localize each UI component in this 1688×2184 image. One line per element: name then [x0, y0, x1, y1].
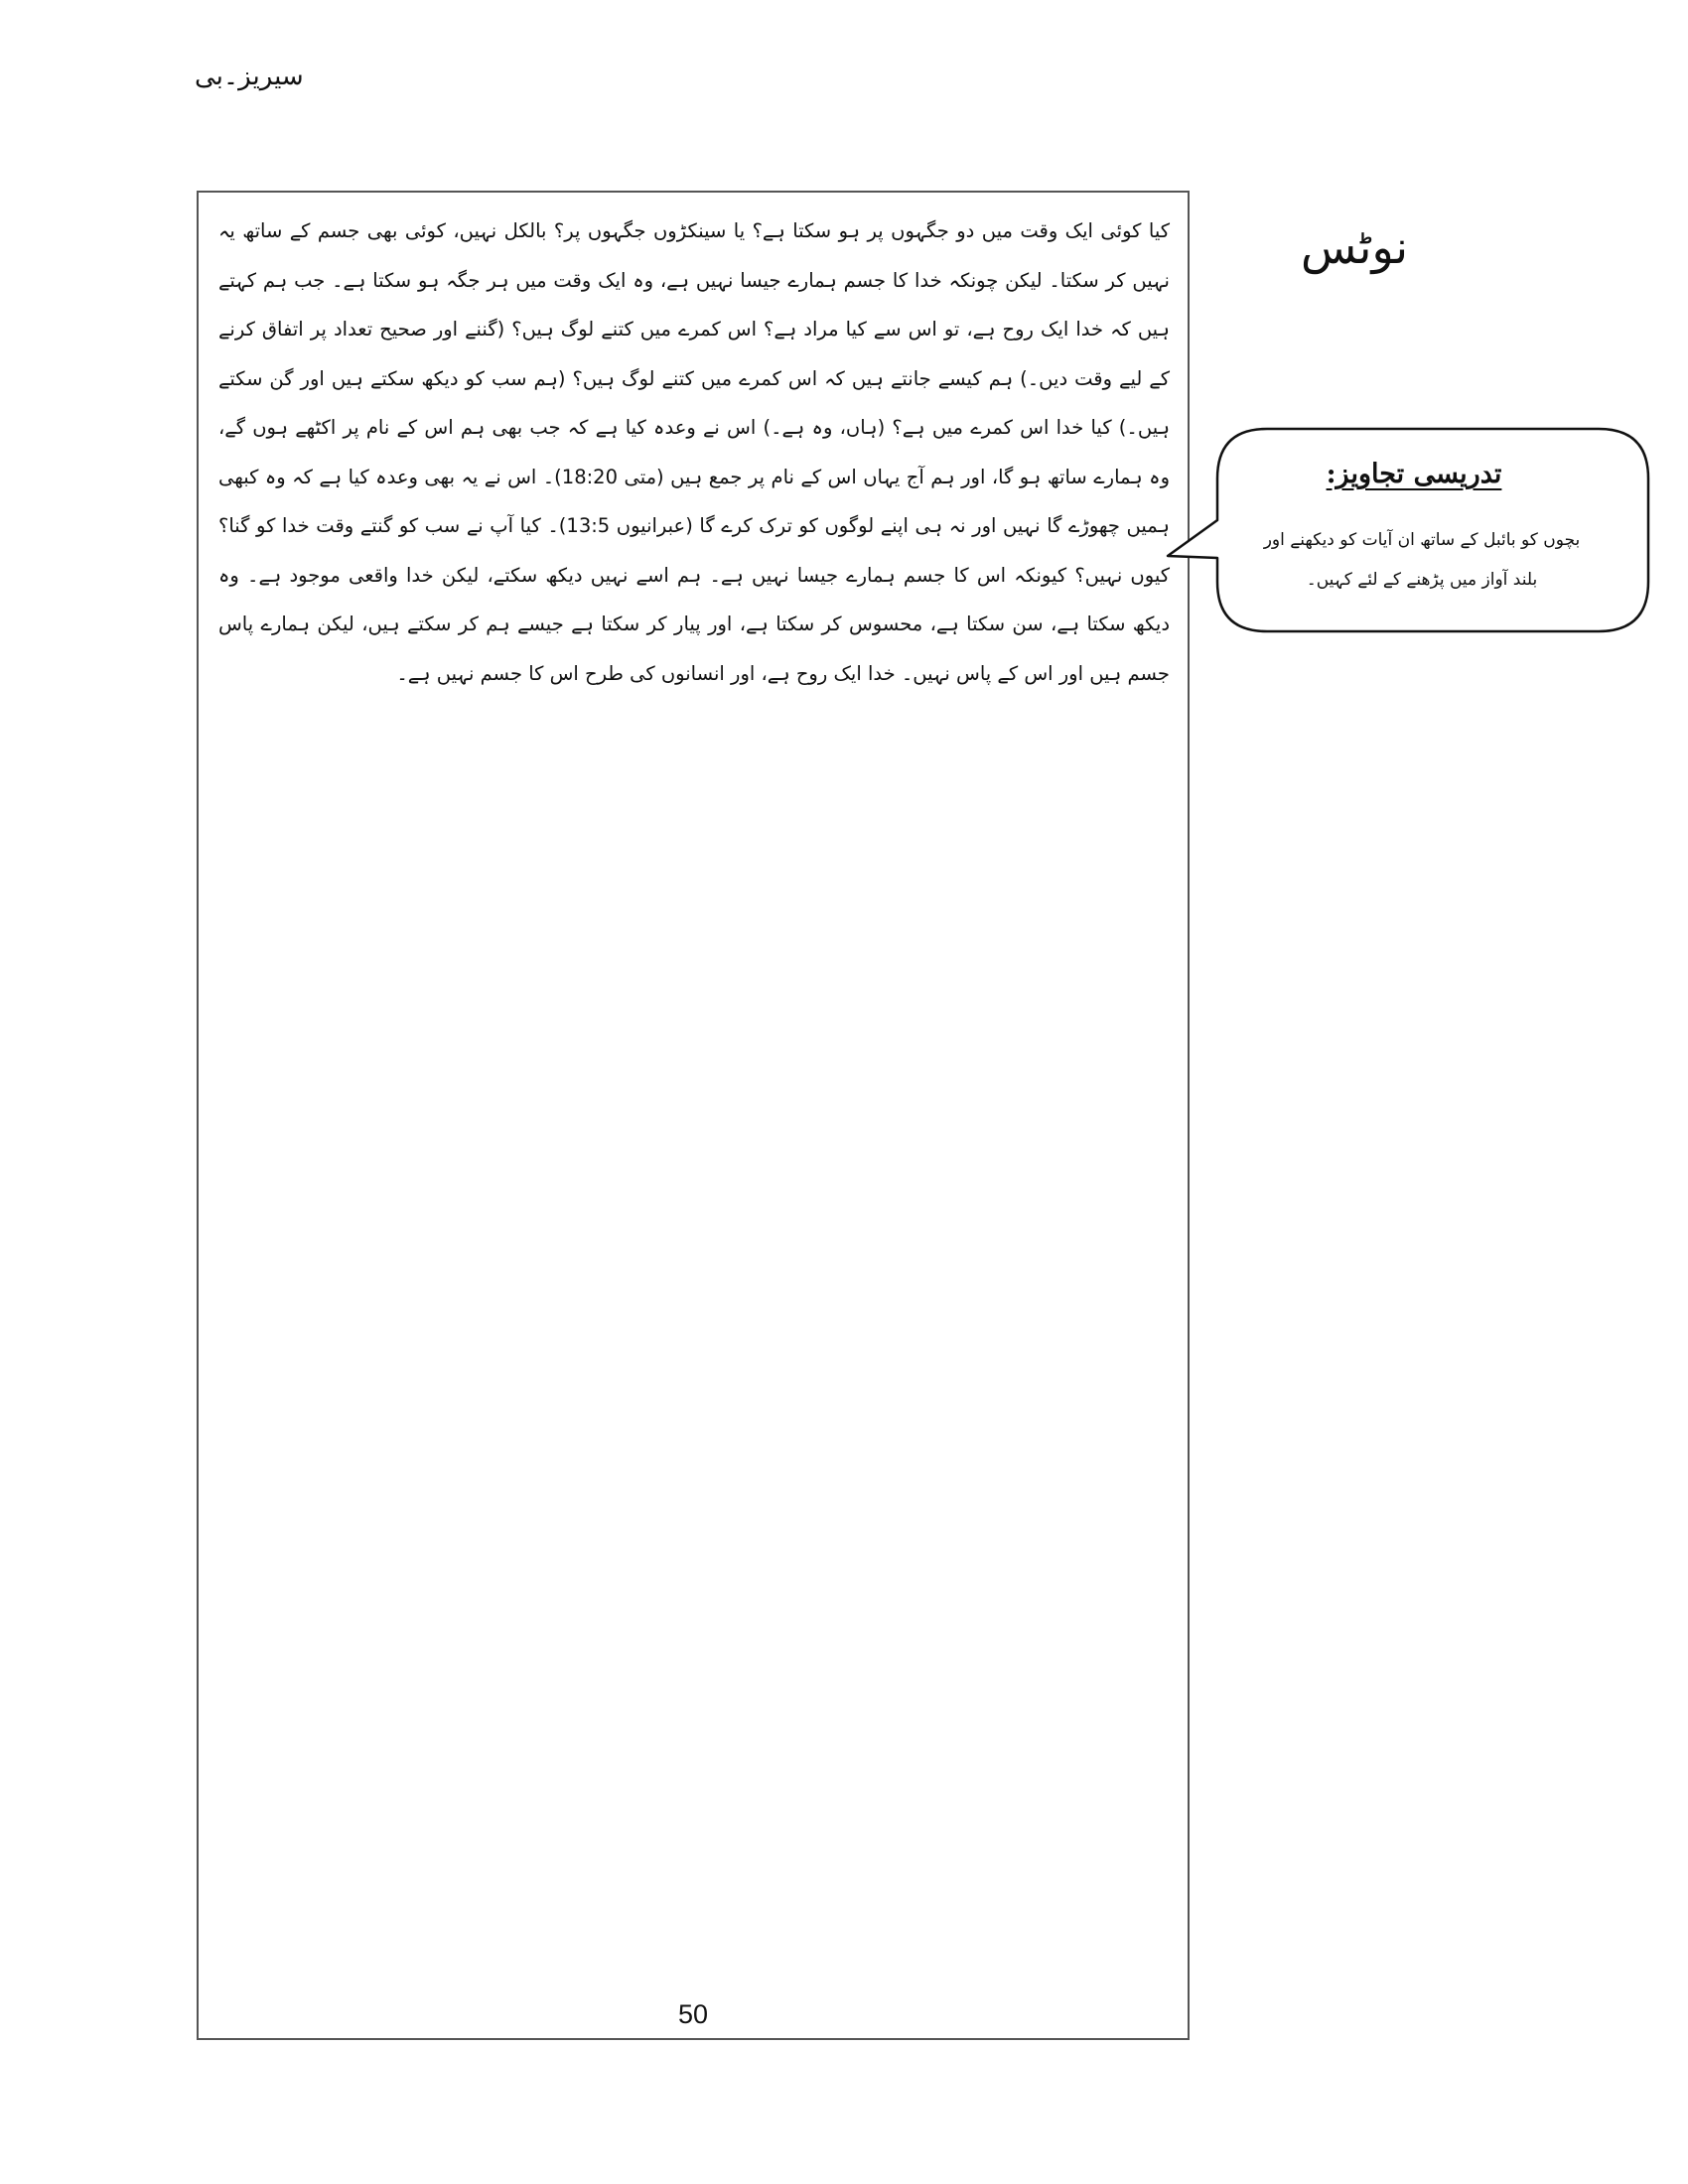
lesson-body-text: کیا کوئی ایک وقت میں دو جگہوں پر ہو سکتا ہے؟ یا سینکڑوں جگہوں پر؟ بالکل نہیں، کوئی بھی جسم کے ساتھ یہ نہیں کر سکتا۔ لیکن چونکہ خدا کا جسم ہمارے جیسا نہیں ہے، وہ ایک وقت میں ہر جگہ ہو سکتا ہے۔ جب ہم کہتے ہیں کہ خدا ایک روح ہے، تو اس سے کیا مراد ہے؟ اس کمرے میں کتنے لوگ ہیں؟ (گننے اور صحیح تعداد پر اتفاق کرنے کے لیے وقت دیں۔) ہم کیسے جانتے ہیں کہ اس کمرے میں کتنے لوگ ہیں؟ (ہم سب کو دیکھ سکتے ہیں اور گن سکتے ہیں۔) کیا خدا اس کمرے میں ہے؟ (ہاں، وہ ہے۔) اس نے وعدہ کیا ہے کہ جب بھی ہم اس کے نام پر اکٹھے ہوں گے، وہ ہمارے ساتھ ہو گا، اور ہم آج یہاں اس کے نام پر جمع ہیں (متی 18:20)۔ اس نے یہ بھی وعدہ کیا ہے کہ وہ کبھی ہمیں چھوڑے گا نہیں اور نہ ہی اپنے لوگوں کو ترک کرے گا (عبرانیوں 13:5)۔ کیا آپ نے سب کو گنتے وقت خدا کو گنا؟ کیوں نہیں؟ کیونکہ اس کا جسم ہمارے جیسا نہیں ہے۔ ہم اسے نہیں دیکھ سکتے، لیکن خدا واقعی موجود ہے۔ وہ دیکھ سکتا ہے، سن سکتا ہے، محسوس کر سکتا ہے، اور پیار کر سکتا ہے جیسے ہم کر سکتے ہیں، لیکن ہمارے پاس جسم ہیں اور اس کے پاس نہیں۔ خدا ایک روح ہے، اور انسانوں کی طرح اس کا جسم نہیں ہے۔	[218, 219, 1170, 685]
teaching-tips-heading-text: تدریسی تجاویز:	[1326, 459, 1502, 489]
series-label: سیریز۔بی	[195, 62, 304, 91]
page-number: 50	[677, 1999, 709, 2029]
teaching-tips-heading	[1269, 459, 1559, 489]
teaching-tips-text: بچوں کو بائبل کے ساتھ ان آیات کو دیکھنے اور بلند آواز میں پڑھنے کے لئے کہیں۔	[1263, 530, 1581, 590]
notes-heading: نوٹس	[1301, 220, 1409, 274]
main-content-box	[197, 191, 1190, 2040]
